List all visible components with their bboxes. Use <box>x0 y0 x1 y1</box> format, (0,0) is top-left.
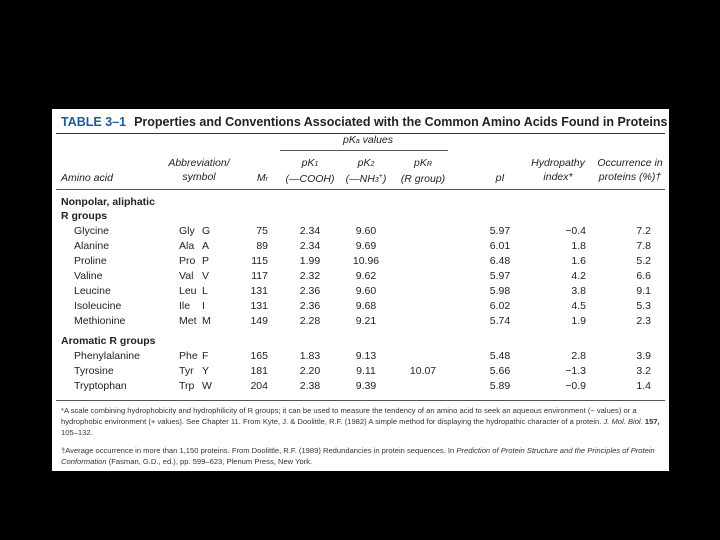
header-mr: Mr <box>256 172 268 184</box>
table-row: Alanine Ala A 89 2.34 9.69 6.01 1.8 7.8 <box>74 240 651 252</box>
header-hydropathy: Hydropathy index* <box>531 157 585 183</box>
group-label-nonpolar: Nonpolar, aliphatic R groups <box>61 196 155 222</box>
table-title <box>61 115 667 129</box>
header-abbreviation: Abbreviation/ symbol <box>168 157 230 183</box>
header-pk2: pK2 (—NH3+) <box>345 157 387 185</box>
table-row: Phenylalanine Phe F 165 1.83 9.13 5.48 2.8 3.9 <box>74 350 651 362</box>
group-label-aromatic: Aromatic R groups <box>61 335 156 347</box>
header-pkr: pKR (R group) <box>400 157 446 185</box>
table-row: Tyrosine Tyr Y 181 2.20 9.11 10.07 5.66 −1.3 3.2 <box>74 365 651 377</box>
table-title-text: Properties and Conventions Associated with the Common Amino Acids Found in Proteins <box>134 115 668 129</box>
table-row: Proline Pro P 115 1.99 10.96 6.48 1.6 5.2 <box>74 255 651 267</box>
table-number: TABLE 3–1 <box>61 115 127 129</box>
footnote-occurrence: †Average occurrence in more than 1,150 proteins. From Doolittle, R.F. (1989) Redundancies in protein sequences. In Prediction of Protein Structure and the Principles of Protein Conformation (Fasman, G.D., ed.), pp. 599–623, Plenum Press, New York. <box>61 446 655 466</box>
header-amino-acid: Amino acid <box>61 172 113 184</box>
header-pk1: pK1 (—COOH) <box>285 157 335 185</box>
footnote-hydropathy: *A scale combining hydrophobicity and hydrophilicity of R groups; it can be used to measure the tendency of an amino acid to seek an aqueous environment (− values) or a hydrophobic environment (+ values). See Chapter 11. From Kyte, J. & Doolittle, R.F. (1982) A simple method for displaying the hydropathic character of a protein. J. Mol. Biol. 157, 105–132. <box>61 406 660 437</box>
footer-rule <box>56 400 665 401</box>
table-row: Tryptophan Trp W 204 2.38 9.39 5.89 −0.9 1.4 <box>74 380 651 392</box>
table-row: Valine Val V 117 2.32 9.62 5.97 4.2 6.6 <box>74 270 651 282</box>
table-row: Methionine Met M 149 2.28 9.21 5.74 1.9 2.3 <box>74 315 651 327</box>
table-sheet <box>52 109 669 471</box>
table-row: Leucine Leu L 131 2.36 9.60 5.98 3.8 9.1 <box>74 285 651 297</box>
pka-values-header: pKa values <box>342 134 394 146</box>
pka-rule <box>280 150 448 151</box>
header-pi: pI <box>495 172 505 184</box>
header-rule <box>56 189 665 190</box>
table-row: Isoleucine Ile I 131 2.36 9.68 6.02 4.5 5.3 <box>74 300 651 312</box>
header-occurrence: Occurrence in proteins (%)† <box>597 157 663 183</box>
table-row: Glycine Gly G 75 2.34 9.60 5.97 −0.4 7.2 <box>74 225 651 237</box>
